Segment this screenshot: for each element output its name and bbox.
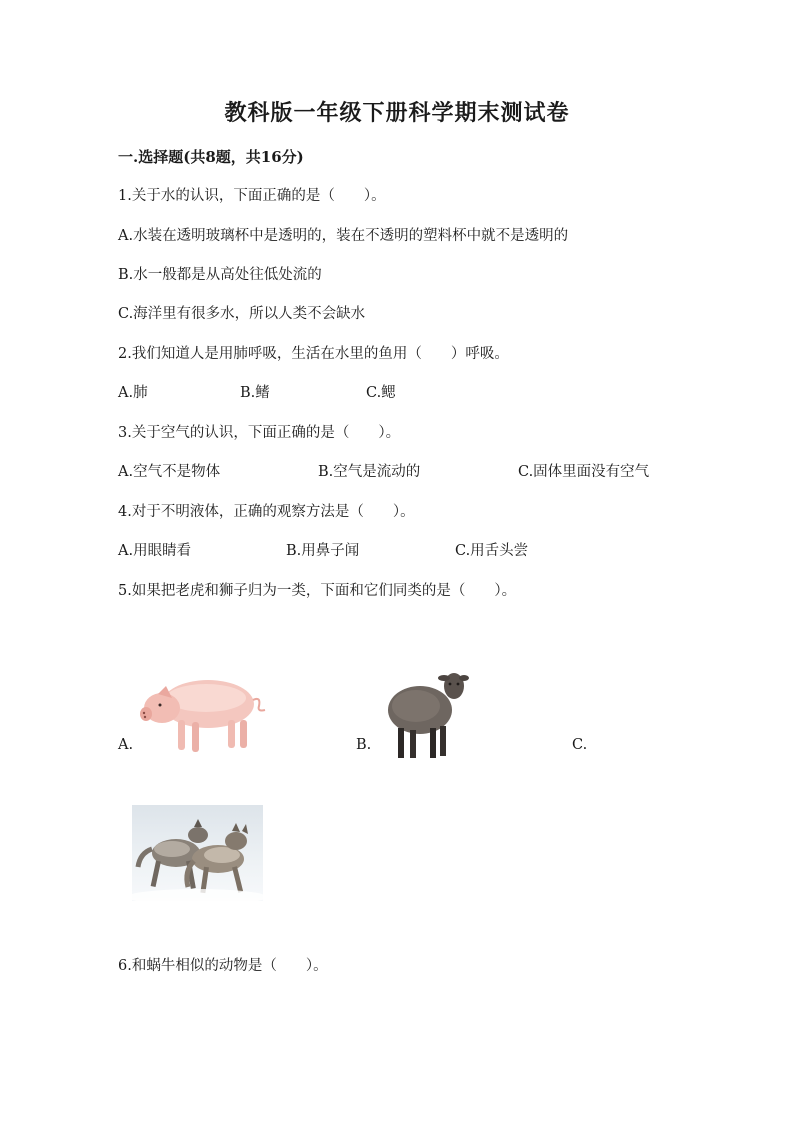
question-3-option-c[interactable]: C.固体里面没有空气 bbox=[518, 464, 650, 480]
question-2-option-c[interactable]: C.鳃 bbox=[366, 385, 396, 401]
sheep-image bbox=[386, 666, 470, 762]
question-1-option-a[interactable]: A.水装在透明玻璃杯中是透明的，装在不透明的塑料杯中就不是透明的 bbox=[118, 228, 569, 244]
page-title: 教科版一年级下册科学期末测试卷 bbox=[224, 100, 570, 126]
section-heading: 一.选择题(共8题，共16分) bbox=[118, 148, 304, 166]
question-4-option-c[interactable]: C.用舌头尝 bbox=[455, 543, 529, 559]
question-5-option-b[interactable]: B. bbox=[356, 737, 372, 753]
question-2-option-a[interactable]: A.肺 bbox=[118, 385, 148, 401]
question-3-option-a[interactable]: A.空气不是物体 bbox=[118, 464, 221, 480]
question-6-stem: 6.和蜗牛相似的动物是（ ）。 bbox=[118, 958, 328, 974]
sheep-icon bbox=[386, 666, 470, 762]
question-2-option-b[interactable]: B.鳍 bbox=[240, 385, 270, 401]
question-3-stem: 3.关于空气的认识，下面正确的是（ ）。 bbox=[118, 425, 401, 441]
question-3-option-b[interactable]: B.空气是流动的 bbox=[318, 464, 421, 480]
wolves-image bbox=[132, 805, 263, 901]
question-5-option-c[interactable]: C. bbox=[572, 737, 588, 753]
question-5-stem: 5.如果把老虎和狮子归为一类，下面和它们同类的是（ ）。 bbox=[118, 583, 517, 599]
question-2-stem: 2.我们知道人是用肺呼吸，生活在水里的鱼用（ ）呼吸。 bbox=[118, 346, 509, 362]
question-1-option-b[interactable]: B.水一般都是从高处往低处流的 bbox=[118, 267, 322, 283]
question-4-stem: 4.对于不明液体，正确的观察方法是（ ）。 bbox=[118, 504, 415, 520]
question-4-option-b[interactable]: B.用鼻子闻 bbox=[286, 543, 360, 559]
question-4-option-a[interactable]: A.用眼睛看 bbox=[118, 543, 192, 559]
question-5-option-a[interactable]: A. bbox=[118, 737, 134, 753]
pig-icon bbox=[136, 664, 268, 756]
wolves-icon bbox=[132, 805, 263, 901]
question-1-option-c[interactable]: C.海洋里有很多水，所以人类不会缺水 bbox=[118, 306, 366, 322]
pig-image bbox=[136, 664, 268, 756]
question-1-stem: 1.关于水的认识，下面正确的是（ ）。 bbox=[118, 188, 386, 204]
